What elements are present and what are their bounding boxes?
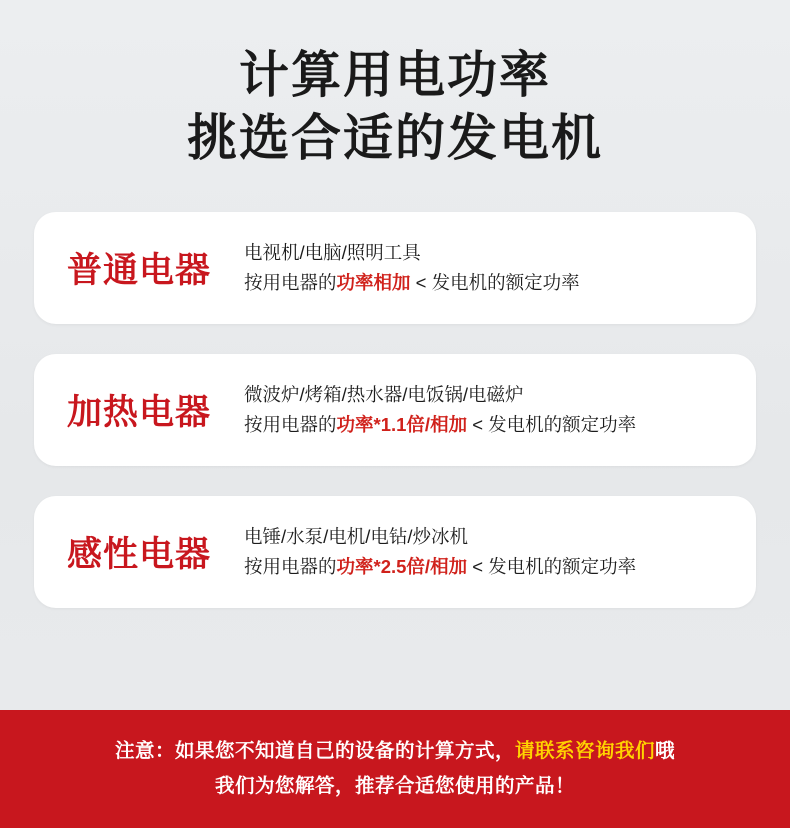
card-normal-appliance	[34, 212, 756, 324]
formula-accent: 功率相加	[336, 272, 411, 293]
card-list	[0, 212, 790, 608]
card-examples: 电锤/水泵/电机/电钻/炒冰机	[244, 526, 469, 548]
formula-accent: 功率*1.1倍/相加	[336, 414, 468, 435]
formula-accent: 功率*2.5倍/相加	[336, 556, 468, 577]
notice-line-2: 我们为您解答，推荐合适您使用的产品！	[214, 775, 575, 797]
card-label: 普通电器	[66, 251, 211, 290]
title-line-2: 挑选合适的发电机	[187, 110, 603, 166]
formula-suffix: < 发电机的额定功率	[410, 272, 580, 293]
page-title	[0, 0, 790, 170]
notice-line-1	[115, 734, 675, 769]
formula-prefix: 按用电器的	[244, 556, 337, 577]
card-examples: 电视机/电脑/照明工具	[244, 242, 421, 264]
notice-prefix: 注意：如果您不知道自己的设备的计算方式，	[114, 739, 515, 762]
title-line-1: 计算用电功率	[239, 47, 551, 103]
card-body	[244, 522, 756, 582]
notice-banner	[0, 710, 790, 828]
card-body	[244, 380, 756, 440]
notice-suffix: 哦	[655, 739, 676, 762]
card-formula	[244, 268, 740, 298]
card-inductive-appliance	[34, 496, 756, 608]
card-heating-appliance	[34, 354, 756, 466]
formula-suffix: < 发电机的额定功率	[467, 414, 637, 435]
formula-prefix: 按用电器的	[244, 414, 337, 435]
card-examples: 微波炉/烤箱/热水器/电饭锅/电磁炉	[244, 384, 524, 406]
notice-contact-highlight[interactable]: 请联系咨询我们	[514, 739, 655, 762]
formula-prefix: 按用电器的	[244, 272, 337, 293]
card-label: 感性电器	[66, 535, 211, 574]
card-body	[244, 238, 756, 298]
card-formula	[244, 410, 740, 440]
card-formula	[244, 552, 740, 582]
card-label: 加热电器	[66, 393, 211, 432]
formula-suffix: < 发电机的额定功率	[467, 556, 637, 577]
